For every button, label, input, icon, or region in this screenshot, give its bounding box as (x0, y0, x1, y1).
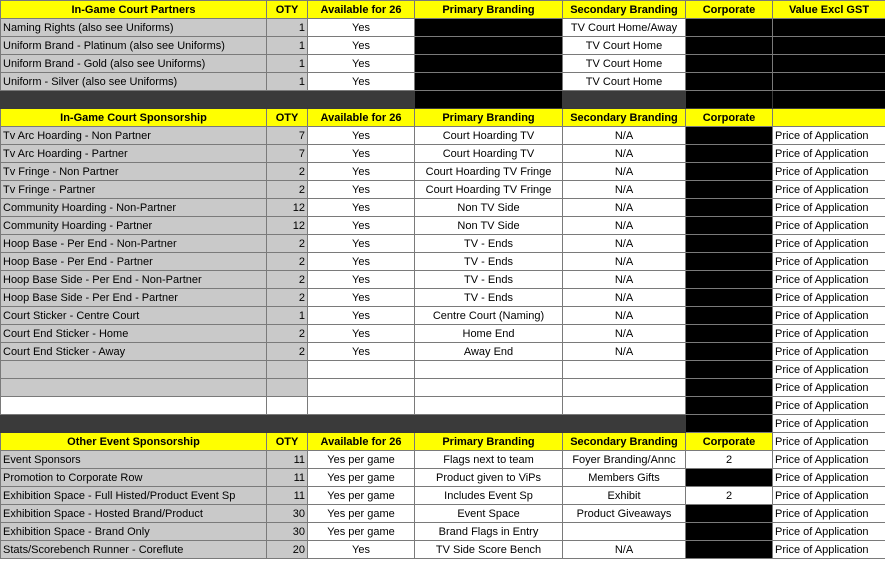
available-cell[interactable]: Yes per game (308, 487, 415, 505)
section-divider (1, 91, 885, 109)
item-cell[interactable]: Community Hoarding - Non-Partner (1, 199, 267, 217)
section-divider (1, 415, 885, 433)
divider-cell (563, 91, 686, 109)
available-cell[interactable]: Yes (308, 145, 415, 163)
primary-cell[interactable] (415, 379, 563, 397)
oty-cell[interactable]: 11 (267, 487, 308, 505)
value-cell[interactable]: Price of Application (773, 451, 885, 469)
header-row-court-sponsorship (1, 109, 885, 127)
col-header-available: Available for 26 (308, 109, 415, 127)
oty-cell[interactable]: 2 (267, 271, 308, 289)
value-cell[interactable] (773, 37, 885, 55)
corporate-cell[interactable] (686, 127, 773, 145)
value-cell[interactable]: Price of Application (773, 307, 885, 325)
available-cell[interactable] (308, 379, 415, 397)
item-cell[interactable]: Court Sticker - Centre Court (1, 307, 267, 325)
secondary-cell[interactable]: TV Court Home (563, 55, 686, 73)
corporate-cell[interactable] (686, 253, 773, 271)
table-row (1, 55, 885, 73)
oty-cell[interactable]: 2 (267, 325, 308, 343)
table-row-empty (1, 379, 885, 397)
primary-cell[interactable]: Centre Court (Naming) (415, 307, 563, 325)
value-cell[interactable]: Price of Application (773, 181, 885, 199)
item-cell[interactable]: Stats/Scorebench Runner - Coreflute (1, 541, 267, 559)
primary-cell[interactable]: Product given to ViPs (415, 469, 563, 487)
value-cell[interactable] (773, 55, 885, 73)
available-cell[interactable] (308, 361, 415, 379)
primary-cell[interactable] (415, 361, 563, 379)
value-cell[interactable]: Price of Application (773, 343, 885, 361)
primary-cell[interactable]: Brand Flags in Entry (415, 523, 563, 541)
available-cell[interactable]: Yes (308, 541, 415, 559)
value-cell[interactable]: Price of Application (773, 397, 885, 415)
corporate-cell[interactable] (686, 73, 773, 91)
item-cell[interactable] (1, 379, 267, 397)
divider-cell (267, 415, 308, 433)
primary-cell[interactable]: Court Hoarding TV (415, 145, 563, 163)
item-cell[interactable]: Uniform - Silver (also see Uniforms) (1, 73, 267, 91)
table-row (1, 217, 885, 235)
corporate-cell[interactable] (686, 199, 773, 217)
secondary-cell[interactable] (563, 379, 686, 397)
table-row (1, 523, 885, 541)
corporate-cell[interactable] (686, 361, 773, 379)
available-cell[interactable]: Yes (308, 55, 415, 73)
corporate-cell[interactable] (686, 397, 773, 415)
oty-cell[interactable]: 12 (267, 217, 308, 235)
secondary-cell[interactable]: Foyer Branding/Annc (563, 451, 686, 469)
oty-cell[interactable]: 1 (267, 19, 308, 37)
corporate-cell[interactable] (686, 523, 773, 541)
corporate-cell[interactable] (686, 145, 773, 163)
table-row (1, 451, 885, 469)
corporate-cell[interactable] (686, 289, 773, 307)
corporate-cell[interactable] (686, 217, 773, 235)
oty-cell[interactable] (267, 361, 308, 379)
col-header-secondary: Secondary Branding (563, 109, 686, 127)
secondary-cell[interactable]: N/A (563, 217, 686, 235)
primary-cell[interactable] (415, 37, 563, 55)
oty-cell[interactable]: 1 (267, 55, 308, 73)
value-cell[interactable]: Price of Application (773, 325, 885, 343)
value-cell[interactable]: Price of Application (773, 145, 885, 163)
available-cell[interactable]: Yes per game (308, 505, 415, 523)
secondary-cell[interactable]: N/A (563, 541, 686, 559)
secondary-cell[interactable]: N/A (563, 163, 686, 181)
secondary-cell[interactable]: Members Gifts (563, 469, 686, 487)
value-cell[interactable]: Price of Application (773, 487, 885, 505)
available-cell[interactable]: Yes (308, 253, 415, 271)
header-row-court-partners (1, 1, 885, 19)
oty-cell[interactable] (267, 397, 308, 415)
divider-cell (686, 91, 773, 109)
oty-cell[interactable]: 20 (267, 541, 308, 559)
table-row (1, 325, 885, 343)
item-cell[interactable]: Hoop Base - Per End - Partner (1, 253, 267, 271)
primary-cell[interactable]: Court Hoarding TV Fringe (415, 181, 563, 199)
corporate-cell[interactable]: 2 (686, 487, 773, 505)
primary-cell[interactable]: Non TV Side (415, 217, 563, 235)
available-cell[interactable]: Yes per game (308, 469, 415, 487)
value-cell[interactable]: Price of Application (773, 415, 885, 433)
available-cell[interactable]: Yes (308, 343, 415, 361)
corporate-cell[interactable] (686, 55, 773, 73)
table-row (1, 181, 885, 199)
corporate-cell[interactable] (686, 469, 773, 487)
table-row (1, 253, 885, 271)
table-row (1, 271, 885, 289)
divider-cell (308, 91, 415, 109)
col-header-item: In-Game Court Partners (1, 1, 267, 19)
value-cell[interactable]: Price of Application (773, 271, 885, 289)
value-cell[interactable]: Price of Application (773, 253, 885, 271)
col-header-corporate: Corporate (686, 433, 773, 451)
oty-cell[interactable]: 1 (267, 307, 308, 325)
col-header-available: Available for 26 (308, 1, 415, 19)
value-cell[interactable]: Price of Application (773, 469, 885, 487)
available-cell[interactable]: Yes per game (308, 523, 415, 541)
col-header-primary: Primary Branding (415, 109, 563, 127)
primary-cell[interactable]: Non TV Side (415, 199, 563, 217)
oty-cell[interactable]: 2 (267, 163, 308, 181)
item-cell[interactable]: Hoop Base - Per End - Non-Partner (1, 235, 267, 253)
primary-cell[interactable] (415, 397, 563, 415)
table-row (1, 37, 885, 55)
col-header-primary: Primary Branding (415, 433, 563, 451)
divider-cell (1, 415, 267, 433)
primary-cell[interactable] (415, 55, 563, 73)
col-header-oty: OTY (267, 433, 308, 451)
secondary-cell[interactable]: N/A (563, 235, 686, 253)
secondary-cell[interactable]: N/A (563, 199, 686, 217)
corporate-cell[interactable] (686, 19, 773, 37)
value-cell[interactable]: Price of Application (773, 235, 885, 253)
secondary-cell[interactable] (563, 361, 686, 379)
item-cell[interactable]: Exhibition Space - Brand Only (1, 523, 267, 541)
corporate-cell[interactable] (686, 163, 773, 181)
col-header-corporate: Corporate (686, 109, 773, 127)
item-cell[interactable]: Tv Arc Hoarding - Partner (1, 145, 267, 163)
secondary-cell[interactable] (563, 523, 686, 541)
value-cell[interactable]: Price of Application (773, 523, 885, 541)
col-header-secondary: Secondary Branding (563, 1, 686, 19)
table-row (1, 289, 885, 307)
oty-cell[interactable]: 1 (267, 37, 308, 55)
corporate-cell[interactable] (686, 271, 773, 289)
table-row (1, 19, 885, 37)
item-cell[interactable]: Naming Rights (also see Uniforms) (1, 19, 267, 37)
item-cell[interactable]: Exhibition Space - Hosted Brand/Product (1, 505, 267, 523)
primary-cell[interactable]: Away End (415, 343, 563, 361)
item-cell[interactable]: Hoop Base Side - Per End - Partner (1, 289, 267, 307)
table-row (1, 199, 885, 217)
divider-cell (415, 415, 563, 433)
primary-cell[interactable]: Court Hoarding TV (415, 127, 563, 145)
available-cell[interactable]: Yes (308, 19, 415, 37)
col-header-corporate: Corporate (686, 1, 773, 19)
table-row (1, 127, 885, 145)
divider-cell (1, 91, 267, 109)
value-cell[interactable]: Price of Application (773, 199, 885, 217)
oty-cell[interactable]: 11 (267, 469, 308, 487)
secondary-cell[interactable]: N/A (563, 127, 686, 145)
header-row-event-sponsorship (1, 433, 885, 451)
oty-cell[interactable]: 2 (267, 289, 308, 307)
oty-cell[interactable]: 2 (267, 253, 308, 271)
item-cell[interactable] (1, 397, 267, 415)
available-cell[interactable]: Yes (308, 325, 415, 343)
value-cell[interactable]: Price of Application (773, 541, 885, 559)
item-cell[interactable]: Hoop Base Side - Per End - Non-Partner (1, 271, 267, 289)
available-cell[interactable] (308, 397, 415, 415)
value-cell[interactable]: Price of Application (773, 505, 885, 523)
primary-cell[interactable] (415, 73, 563, 91)
col-header-item: In-Game Court Sponsorship (1, 109, 267, 127)
table-row (1, 487, 885, 505)
divider-cell (267, 91, 308, 109)
table-row-empty (1, 361, 885, 379)
secondary-cell[interactable]: N/A (563, 181, 686, 199)
divider-cell (773, 91, 885, 109)
item-cell[interactable]: Court End Sticker - Away (1, 343, 267, 361)
primary-cell[interactable]: TV Side Score Bench (415, 541, 563, 559)
available-cell[interactable]: Yes (308, 199, 415, 217)
corporate-cell[interactable] (686, 541, 773, 559)
value-cell[interactable]: Price of Application (773, 127, 885, 145)
secondary-cell[interactable]: N/A (563, 289, 686, 307)
corporate-cell[interactable] (686, 505, 773, 523)
item-cell[interactable]: Exhibition Space - Full Histed/Product Event Sp (1, 487, 267, 505)
item-cell[interactable]: Promotion to Corporate Row (1, 469, 267, 487)
col-header-value (773, 109, 885, 127)
secondary-cell[interactable]: N/A (563, 271, 686, 289)
corporate-cell[interactable] (686, 325, 773, 343)
available-cell[interactable]: Yes (308, 163, 415, 181)
oty-cell[interactable]: 2 (267, 235, 308, 253)
table-row (1, 505, 885, 523)
oty-cell[interactable]: 12 (267, 199, 308, 217)
available-cell[interactable]: Yes (308, 217, 415, 235)
divider-cell (308, 415, 415, 433)
secondary-cell[interactable]: N/A (563, 343, 686, 361)
value-cell[interactable]: Price of Application (773, 433, 885, 451)
corporate-cell[interactable] (686, 37, 773, 55)
item-cell[interactable]: Community Hoarding - Partner (1, 217, 267, 235)
primary-cell[interactable]: TV - Ends (415, 289, 563, 307)
oty-cell[interactable]: 2 (267, 343, 308, 361)
oty-cell[interactable]: 7 (267, 145, 308, 163)
item-cell[interactable]: Tv Fringe - Partner (1, 181, 267, 199)
divider-cell (415, 91, 563, 109)
corporate-cell[interactable] (686, 181, 773, 199)
available-cell[interactable]: Yes (308, 235, 415, 253)
secondary-cell[interactable]: Product Giveaways (563, 505, 686, 523)
corporate-cell[interactable] (686, 235, 773, 253)
secondary-cell[interactable]: N/A (563, 307, 686, 325)
primary-cell[interactable]: TV - Ends (415, 271, 563, 289)
divider-cell (563, 415, 686, 433)
available-cell[interactable]: Yes (308, 307, 415, 325)
table-row (1, 469, 885, 487)
secondary-cell[interactable]: TV Court Home (563, 73, 686, 91)
col-header-oty: OTY (267, 1, 308, 19)
value-cell[interactable]: Price of Application (773, 361, 885, 379)
table-row (1, 307, 885, 325)
item-cell[interactable]: Tv Arc Hoarding - Non Partner (1, 127, 267, 145)
secondary-cell[interactable]: TV Court Home (563, 37, 686, 55)
table-row (1, 343, 885, 361)
value-cell[interactable] (773, 19, 885, 37)
table-row (1, 163, 885, 181)
value-cell[interactable] (773, 73, 885, 91)
table-row (1, 145, 885, 163)
col-header-item: Other Event Sponsorship (1, 433, 267, 451)
col-header-available: Available for 26 (308, 433, 415, 451)
oty-cell[interactable]: 30 (267, 505, 308, 523)
oty-cell[interactable]: 1 (267, 73, 308, 91)
col-header-value: Value Excl GST (773, 1, 885, 19)
primary-cell[interactable] (415, 19, 563, 37)
oty-cell[interactable]: 30 (267, 523, 308, 541)
corporate-cell[interactable] (686, 343, 773, 361)
item-cell[interactable]: Uniform Brand - Platinum (also see Uniforms) (1, 37, 267, 55)
primary-cell[interactable]: Flags next to team (415, 451, 563, 469)
secondary-cell[interactable]: TV Court Home/Away (563, 19, 686, 37)
secondary-cell[interactable] (563, 397, 686, 415)
col-header-oty: OTY (267, 109, 308, 127)
item-cell[interactable] (1, 361, 267, 379)
table-row (1, 541, 885, 559)
value-cell[interactable]: Price of Application (773, 163, 885, 181)
table-row (1, 235, 885, 253)
secondary-cell[interactable]: N/A (563, 253, 686, 271)
secondary-cell[interactable]: N/A (563, 145, 686, 163)
corporate-cell[interactable]: 2 (686, 451, 773, 469)
available-cell[interactable]: Yes (308, 289, 415, 307)
item-cell[interactable]: Court End Sticker - Home (1, 325, 267, 343)
primary-cell[interactable]: Includes Event Sp (415, 487, 563, 505)
col-header-secondary: Secondary Branding (563, 433, 686, 451)
oty-cell[interactable] (267, 379, 308, 397)
value-cell[interactable]: Price of Application (773, 217, 885, 235)
table-row (1, 73, 885, 91)
available-cell[interactable]: Yes (308, 37, 415, 55)
corporate-cell[interactable] (686, 379, 773, 397)
oty-cell[interactable]: 11 (267, 451, 308, 469)
primary-cell[interactable]: Court Hoarding TV Fringe (415, 163, 563, 181)
available-cell[interactable]: Yes (308, 127, 415, 145)
available-cell[interactable]: Yes (308, 271, 415, 289)
value-cell[interactable]: Price of Application (773, 379, 885, 397)
primary-cell[interactable]: Home End (415, 325, 563, 343)
table-row-empty (1, 397, 885, 415)
corporate-cell (686, 415, 773, 433)
primary-cell[interactable]: TV - Ends (415, 235, 563, 253)
primary-cell[interactable]: TV - Ends (415, 253, 563, 271)
secondary-cell[interactable]: Exhibit (563, 487, 686, 505)
col-header-primary: Primary Branding (415, 1, 563, 19)
available-cell[interactable]: Yes (308, 73, 415, 91)
value-cell[interactable]: Price of Application (773, 289, 885, 307)
oty-cell[interactable]: 2 (267, 181, 308, 199)
item-cell[interactable]: Tv Fringe - Non Partner (1, 163, 267, 181)
item-cell[interactable]: Event Sponsors (1, 451, 267, 469)
available-cell[interactable]: Yes (308, 181, 415, 199)
oty-cell[interactable]: 7 (267, 127, 308, 145)
item-cell[interactable]: Uniform Brand - Gold (also see Uniforms) (1, 55, 267, 73)
primary-cell[interactable]: Event Space (415, 505, 563, 523)
corporate-cell[interactable] (686, 307, 773, 325)
available-cell[interactable]: Yes per game (308, 451, 415, 469)
secondary-cell[interactable]: N/A (563, 325, 686, 343)
